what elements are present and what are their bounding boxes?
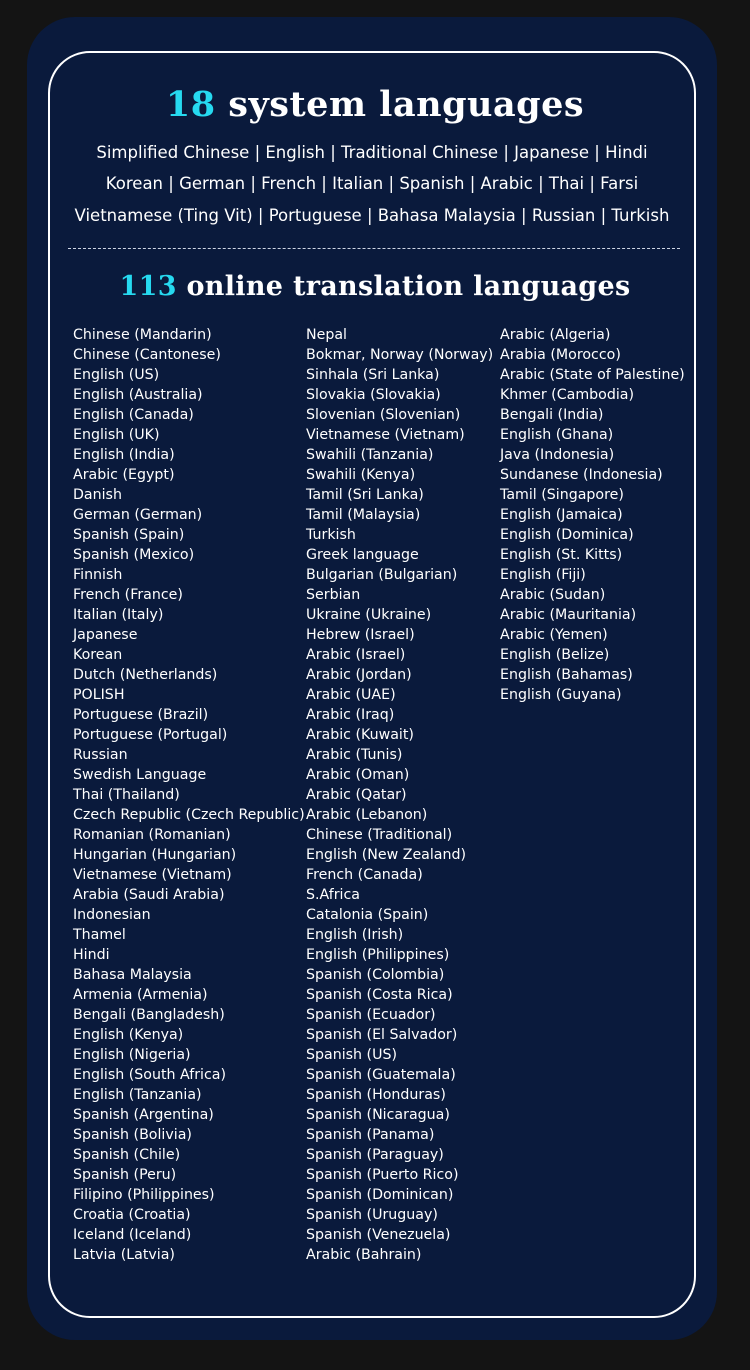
- language-item: Arabic (Bahrain): [306, 1247, 422, 1263]
- language-item: English (Jamaica): [500, 507, 623, 523]
- language-item: Korean: [73, 647, 123, 663]
- language-item: Vietnamese (Vietnam): [306, 427, 465, 443]
- language-item: Arabic (Iraq): [306, 707, 395, 723]
- dashed-divider: [68, 248, 680, 249]
- language-item: Sundanese (Indonesia): [500, 467, 663, 483]
- language-item: Italian (Italy): [73, 607, 164, 623]
- language-item: Romanian (Romanian): [73, 827, 231, 843]
- language-item: Slovenian (Slovenian): [306, 407, 461, 423]
- language-item: Chinese (Cantonese): [73, 347, 221, 363]
- language-item: Spanish (Ecuador): [306, 1007, 436, 1023]
- language-item: Turkish: [306, 527, 356, 543]
- language-item: Portuguese (Brazil): [73, 707, 209, 723]
- language-item: English (India): [73, 447, 175, 463]
- language-item: Spanish (US): [306, 1047, 397, 1063]
- language-item: Japanese: [73, 627, 138, 643]
- language-item: Arabic (Jordan): [306, 667, 412, 683]
- language-item: Catalonia (Spain): [306, 907, 429, 923]
- system-languages-count: 18: [165, 84, 216, 125]
- language-item: Dutch (Netherlands): [73, 667, 218, 683]
- language-item: Arabic (Israel): [306, 647, 406, 663]
- language-item: English (Ghana): [500, 427, 614, 443]
- language-item: Tamil (Singapore): [500, 487, 624, 503]
- language-item: Portuguese (Portugal): [73, 727, 228, 743]
- language-item: Spanish (Mexico): [73, 547, 195, 563]
- language-item: Finnish: [73, 567, 123, 583]
- language-item: English (UK): [73, 427, 160, 443]
- language-item: Spanish (Paraguay): [306, 1147, 444, 1163]
- language-item: Spanish (Uruguay): [306, 1207, 438, 1223]
- language-item: Hindi: [73, 947, 110, 963]
- language-column-3: [500, 325, 685, 705]
- language-item: English (Fiji): [500, 567, 586, 583]
- language-item: Bengali (India): [500, 407, 604, 423]
- language-item: French (Canada): [306, 867, 423, 883]
- language-item: Iceland (Iceland): [73, 1227, 192, 1243]
- language-item: English (Philippines): [306, 947, 450, 963]
- system-languages-line: Simplified Chinese | English | Traditional Chinese | Japanese | Hindi: [96, 143, 648, 162]
- language-item: Slovakia (Slovakia): [306, 387, 441, 403]
- language-item: Spanish (Dominican): [306, 1187, 454, 1203]
- language-item: English (Australia): [73, 387, 203, 403]
- language-item: Tamil (Sri Lanka): [306, 487, 424, 503]
- online-languages-count: 113: [119, 271, 177, 302]
- language-item: Hebrew (Israel): [306, 627, 415, 643]
- language-item: Danish: [73, 487, 122, 503]
- language-item: Arabic (Yemen): [500, 627, 608, 643]
- online-languages-title: online translation languages: [186, 271, 631, 302]
- language-item: Indonesian: [73, 907, 151, 923]
- language-item: Spanish (Peru): [73, 1167, 177, 1183]
- language-item: Greek language: [306, 547, 419, 563]
- language-item: Chinese (Traditional): [306, 827, 453, 843]
- language-item: Spanish (Honduras): [306, 1087, 446, 1103]
- language-item: Bahasa Malaysia: [73, 967, 192, 983]
- language-item: Spanish (Guatemala): [306, 1067, 456, 1083]
- language-item: English (Dominica): [500, 527, 634, 543]
- language-column-1: [73, 325, 305, 1265]
- language-item: Spanish (Costa Rica): [306, 987, 453, 1003]
- language-item: Latvia (Latvia): [73, 1247, 175, 1263]
- language-item: Bokmar, Norway (Norway): [306, 347, 494, 363]
- language-item: Swahili (Kenya): [306, 467, 416, 483]
- system-languages-line: Vietnamese (Ting Vit) | Portuguese | Bahasa Malaysia | Russian | Turkish: [74, 206, 670, 225]
- language-item: English (Belize): [500, 647, 610, 663]
- language-item: Spanish (Venezuela): [306, 1227, 451, 1243]
- language-item: English (Tanzania): [73, 1087, 202, 1103]
- language-item: English (Bahamas): [500, 667, 633, 683]
- language-item: English (Irish): [306, 927, 404, 943]
- system-languages-title: system languages: [228, 84, 585, 125]
- language-item: Arabic (Oman): [306, 767, 410, 783]
- system-languages-heading: [0, 84, 750, 126]
- language-item: POLISH: [73, 687, 125, 703]
- language-item: English (South Africa): [73, 1067, 227, 1083]
- language-item: Thamel: [73, 927, 126, 943]
- language-item: Thai (Thailand): [73, 787, 180, 803]
- language-item: Spanish (Spain): [73, 527, 185, 543]
- language-item: Bengali (Bangladesh): [73, 1007, 225, 1023]
- language-item: Bulgarian (Bulgarian): [306, 567, 458, 583]
- language-item: Vietnamese (Vietnam): [73, 867, 232, 883]
- language-item: Hungarian (Hungarian): [73, 847, 237, 863]
- language-item: Tamil (Malaysia): [306, 507, 421, 523]
- language-item: Arabic (Kuwait): [306, 727, 414, 743]
- language-column-2: [306, 325, 493, 1265]
- language-item: English (Kenya): [73, 1027, 184, 1043]
- language-item: Arabic (Mauritania): [500, 607, 637, 623]
- language-item: English (Nigeria): [73, 1047, 191, 1063]
- language-item: Khmer (Cambodia): [500, 387, 635, 403]
- language-item: Spanish (Panama): [306, 1127, 435, 1143]
- language-item: German (German): [73, 507, 203, 523]
- language-item: Arabic (Lebanon): [306, 807, 428, 823]
- language-item: Filipino (Philippines): [73, 1187, 215, 1203]
- language-item: Ukraine (Ukraine): [306, 607, 432, 623]
- language-item: English (Canada): [73, 407, 194, 423]
- language-item: Arabic (Tunis): [306, 747, 403, 763]
- language-item: Spanish (Chile): [73, 1147, 181, 1163]
- language-item: English (US): [73, 367, 160, 383]
- language-item: French (France): [73, 587, 183, 603]
- language-item: Arabic (Qatar): [306, 787, 407, 803]
- language-item: Arabic (State of Palestine): [500, 367, 685, 383]
- language-item: English (St. Kitts): [500, 547, 623, 563]
- language-item: Nepal: [306, 327, 347, 343]
- language-item: Russian: [73, 747, 128, 763]
- language-item: Czech Republic (Czech Republic): [73, 807, 305, 823]
- language-item: Spanish (Puerto Rico): [306, 1167, 459, 1183]
- language-item: Arabic (Algeria): [500, 327, 611, 343]
- language-item: Spanish (Nicaragua): [306, 1107, 450, 1123]
- language-item: Chinese (Mandarin): [73, 327, 212, 343]
- language-item: Swahili (Tanzania): [306, 447, 434, 463]
- language-item: Spanish (Colombia): [306, 967, 445, 983]
- language-item: Spanish (El Salvador): [306, 1027, 458, 1043]
- language-item: Swedish Language: [73, 767, 207, 783]
- language-item: Croatia (Croatia): [73, 1207, 191, 1223]
- language-item: Armenia (Armenia): [73, 987, 208, 1003]
- language-item: Java (Indonesia): [500, 447, 615, 463]
- language-item: Sinhala (Sri Lanka): [306, 367, 440, 383]
- language-item: Arabic (Egypt): [73, 467, 175, 483]
- language-item: Arabic (UAE): [306, 687, 396, 703]
- language-item: Arabia (Morocco): [500, 347, 621, 363]
- language-item: English (New Zealand): [306, 847, 467, 863]
- system-languages-line: Korean | German | French | Italian | Spanish | Arabic | Thai | Farsi: [105, 174, 639, 193]
- language-item: English (Guyana): [500, 687, 622, 703]
- language-item: Arabic (Sudan): [500, 587, 606, 603]
- language-item: Serbian: [306, 587, 361, 603]
- language-item: Spanish (Argentina): [73, 1107, 214, 1123]
- language-item: Arabia (Saudi Arabia): [73, 887, 225, 903]
- online-languages-heading: [0, 270, 750, 304]
- language-item: S.Africa: [306, 887, 360, 903]
- language-item: Spanish (Bolivia): [73, 1127, 192, 1143]
